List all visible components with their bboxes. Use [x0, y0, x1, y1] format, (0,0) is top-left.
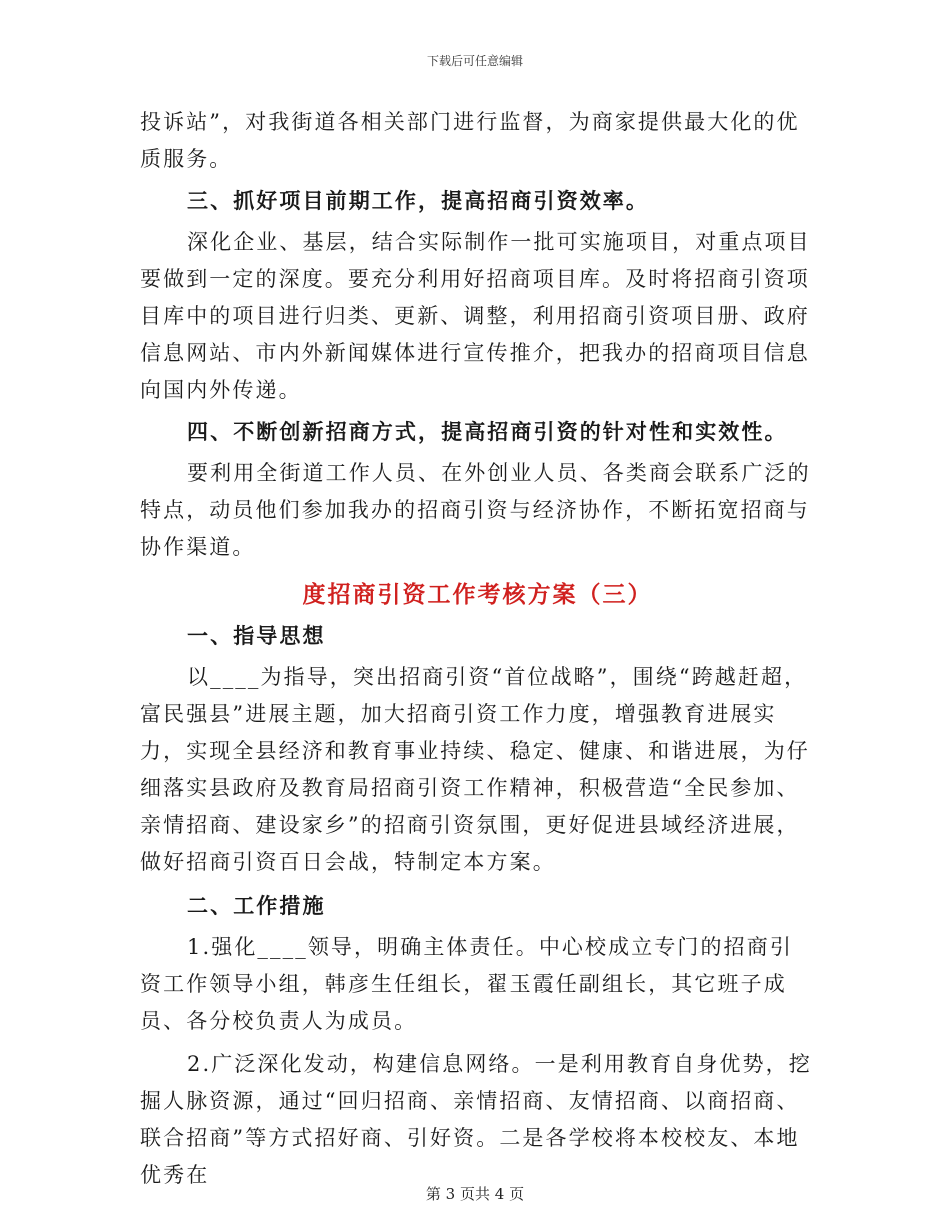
section-heading-measures: 二、工作措施 [187, 893, 326, 918]
paragraph-continuation: 投诉站”，对我街道各相关部门进行监督，为商家提供最大化的优质服务。 [140, 110, 800, 171]
page-header: 下载后可任意编辑 [426, 54, 523, 68]
paragraph-project-work: 深化企业、基层，结合实际制作一批可实施项目，对重点项目要做到一定的深度。要充分利用好招商项目库。及时将招商引资项目库中的项目进行归类、更新、调整，利用招商引资项目册、政府信息网站、市内外新闻媒体进行宣传推介，把我办的招商项目信息向国内外传递。 [140, 230, 811, 402]
paragraph-measure-1: 1.强化____领导，明确主体责任。中心校成立专门的招商引资工作领导小组，韩彦生任组长，翟玉霞任副组长，其它班子成员、各分校负责人为成员。 [140, 935, 793, 1033]
paragraph-measure-2: 2.广泛深化发动，构建信息网络。一是利用教育自身优势，挖掘人脉资源，通过“回归招商、亲情招商、友情招商、以商招商、联合招商”等方式招好商、引好资。二是各学校将本校校友、本地优秀在 [140, 1052, 812, 1187]
section-heading-guiding: 一、指导思想 [187, 623, 326, 648]
paragraph-guiding-thought: 以____为指导，突出招商引资“首位战略”，围绕“跨越赶超，富民强县”进展主题，加大招商引资工作力度，增强教育进展实力，实现全县经济和教育事业持续、稳定、健康、和谐进展，为仔细落实县政府及教育局招商引资工作精神，积极营造“全民参加、亲情招商、建设家乡”的招商引资氛围，更好促进县域经济进展，做好招商引资百日会战，特制定本方案。 [140, 665, 810, 874]
section-heading-4: 四、不断创新招商方式，提高招商引资的针对性和实效性。 [187, 419, 788, 444]
section-heading-3: 三、抓好项目前期工作，提高招商引资效率。 [187, 188, 649, 213]
page-footer: 第 3 页共 4 页 [425, 1185, 525, 1203]
paragraph-innovation: 要利用全街道工作人员、在外创业人员、各类商会联系广泛的特点，动员他们参加我办的招商引资与经济协作，不断拓宽招商与协作渠道。 [140, 461, 811, 559]
document-body [140, 104, 815, 1194]
document-title: 度招商引资工作考核方案（三） [302, 581, 653, 608]
